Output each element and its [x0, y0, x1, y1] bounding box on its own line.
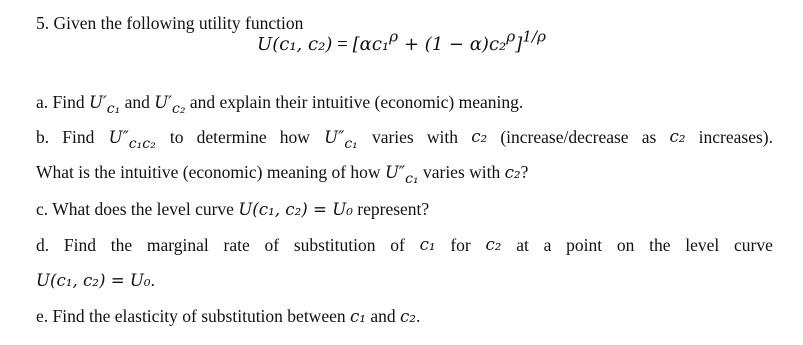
part-b-word: increases). — [698, 127, 773, 147]
part-d-line-2-suffix: . — [150, 270, 155, 290]
part-b-word: as — [641, 127, 657, 147]
part-b-subscript-2: c₁ — [344, 135, 358, 152]
equation-exponent-2: ρ — [506, 27, 516, 46]
part-b-subscript-1: c₁c₂ — [128, 135, 156, 152]
part-b-word: how — [279, 127, 310, 147]
part-d-word: the — [649, 235, 671, 255]
part-b-line-2-subscript: c₁ — [405, 170, 419, 187]
part-c-expression: U(c₁, c₂) = U₀ — [238, 200, 353, 219]
equation-outer-exponent: 1/ρ — [522, 27, 546, 46]
part-d-symbol-2: c₂ — [485, 235, 502, 254]
equation-bracket: ] — [515, 34, 523, 55]
part-b-symbol-2 — [324, 125, 358, 150]
equation-equals: = — [332, 34, 353, 55]
part-e-mid: and — [365, 306, 400, 326]
part-d-word: a — [543, 235, 552, 255]
part-b-line-2-prefix: What is the intuitive (economic) meaning of how — [36, 162, 385, 182]
part-b-word: (increase/decrease — [500, 127, 629, 147]
part-a-subscript-2: c₂ — [172, 100, 186, 117]
equation-lhs: U(c₁, c₂) — [257, 34, 333, 55]
problem-heading: 5. Given the following utility function — [36, 13, 304, 33]
part-d-word: the — [110, 235, 133, 255]
part-b-word: to — [169, 127, 184, 147]
part-b-word: with — [426, 127, 459, 147]
part-d-word: substitution — [293, 235, 376, 255]
part-b-line-2-symbol: U″ — [384, 163, 406, 182]
part-a-mid: and — [120, 92, 155, 112]
equation-term-2: + (1 − α)c₂ — [398, 34, 507, 55]
part-d-word: on — [616, 235, 635, 255]
part-d-word: point — [566, 235, 603, 255]
part-d-word: of — [390, 235, 405, 255]
part-a — [36, 90, 773, 115]
part-b-word: varies — [371, 127, 414, 147]
part-d-word: of — [264, 235, 280, 255]
part-d-word: d. — [36, 235, 50, 255]
part-b-line-2 — [36, 160, 773, 185]
part-a-symbol-1: U′ — [89, 93, 107, 112]
part-d-word: at — [516, 235, 529, 255]
part-b-symbol-1 — [109, 125, 156, 150]
part-d-word: curve — [734, 235, 773, 255]
part-d-word: rate — [223, 235, 250, 255]
part-b-line-2-symbol-2: c₂ — [504, 163, 521, 182]
part-b-word: Find — [62, 127, 95, 147]
equation-exponent-1: ρ — [389, 27, 399, 46]
part-b-word: b. — [36, 127, 50, 147]
part-c-prefix: c. What does the level curve — [36, 199, 239, 219]
part-b-symbol-1-main: U″ — [108, 128, 129, 147]
part-b-symbol-2-main: U″ — [324, 128, 345, 147]
part-d-symbol-1: c₁ — [419, 235, 436, 254]
part-d-line-2 — [36, 268, 773, 293]
part-a-subscript-1: c₁ — [106, 100, 121, 117]
part-d-word: level — [685, 235, 720, 255]
part-b-line-2-mid: varies with — [418, 162, 505, 182]
part-a-prefix: a. Find — [36, 92, 89, 112]
part-c-suffix: represent? — [352, 199, 430, 219]
part-c — [36, 197, 773, 222]
equation-term-1: [αc₁ — [352, 34, 390, 55]
part-d-line-2-expression: U(c₁, c₂) = U₀ — [36, 271, 151, 290]
part-b-line-2-suffix: ? — [520, 162, 529, 182]
utility-equation — [0, 27, 803, 60]
part-d-word: Find — [63, 235, 96, 255]
part-a-suffix: and explain their intuitive (economic) meaning. — [185, 92, 524, 112]
part-e — [36, 304, 773, 329]
part-b-word: determine — [196, 127, 267, 147]
part-b-symbol-4: c₂ — [669, 127, 686, 146]
part-d-line-1 — [36, 233, 773, 257]
part-e-symbol-1: c₁ — [349, 307, 366, 326]
part-b-line-1 — [36, 125, 773, 150]
part-e-symbol-2: c₂ — [399, 307, 416, 326]
part-a-symbol-2: U′ — [154, 93, 173, 112]
part-d-word: marginal — [146, 235, 209, 255]
part-e-suffix: . — [415, 306, 421, 326]
part-e-prefix: e. Find the elasticity of substitution between — [36, 306, 350, 326]
part-b-symbol-3: c₂ — [471, 127, 488, 146]
part-d-word: for — [450, 235, 471, 255]
